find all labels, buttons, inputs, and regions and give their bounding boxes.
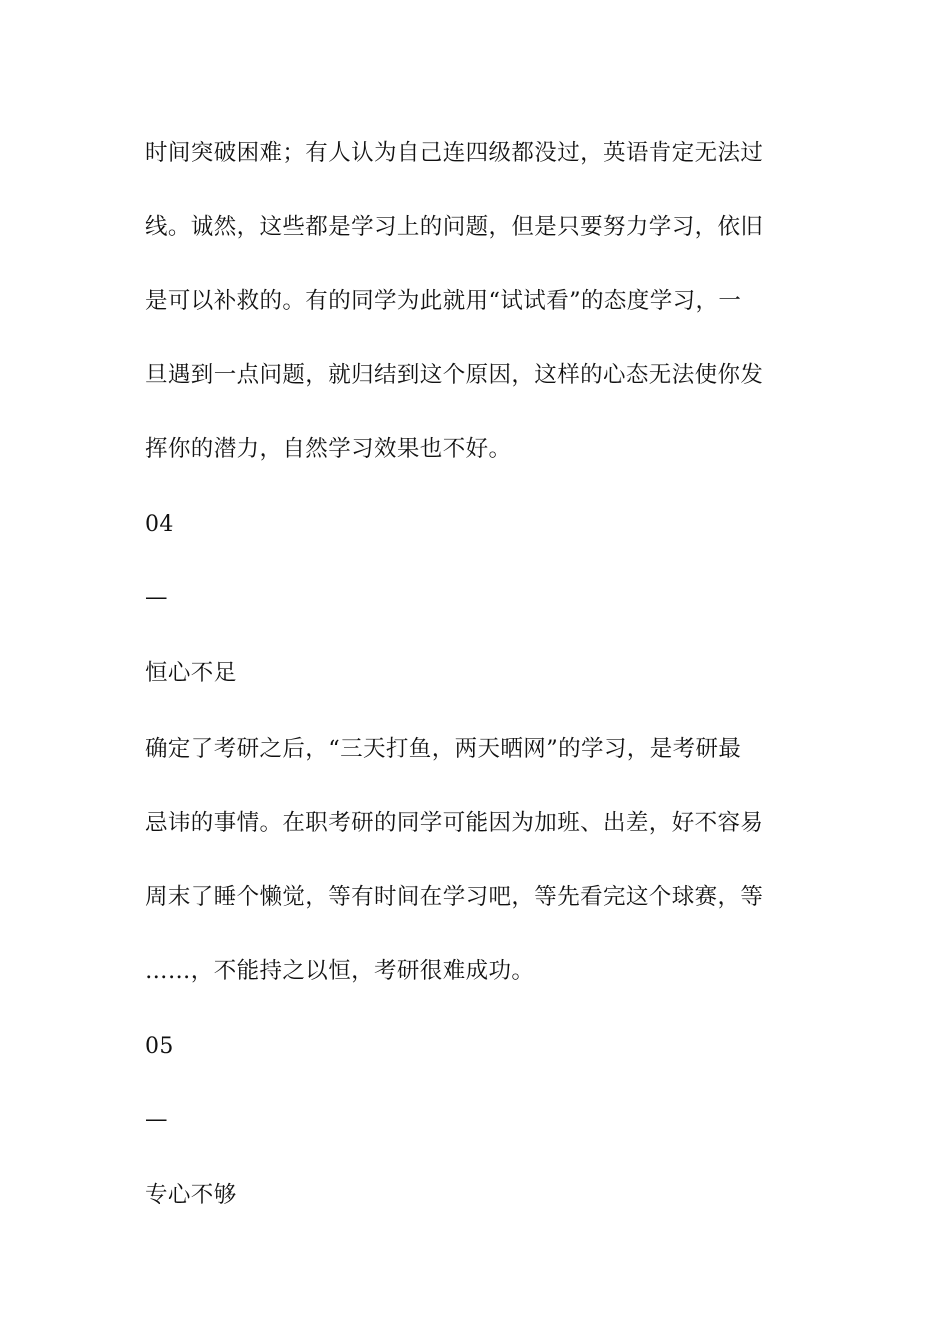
section-heading: 专心不够 [145,1182,237,1208]
paragraph-line: 周末了睡个懒觉，等有时间在学习吧，等先看完这个球赛，等 [145,884,764,910]
section-number: 05 [145,1034,174,1059]
paragraph-line: 挥你的潜力，自然学习效果也不好。 [145,436,512,462]
section-dash: — [145,1106,168,1132]
paragraph-line: 时间突破困难；有人认为自己连四级都没过，英语肯定无法过 [145,140,764,166]
paragraph-line: 忌讳的事情。在职考研的同学可能因为加班、出差，好不容易 [145,810,764,836]
paragraph-line: 确定了考研之后，“三天打鱼，两天晒网”的学习，是考研最 [145,736,742,762]
paragraph-line: 线。诚然，这些都是学习上的问题，但是只要努力学习，依旧 [145,214,764,240]
paragraph-line: 旦遇到一点问题，就归结到这个原因，这样的心态无法使你发 [145,362,764,388]
section-number: 04 [145,512,174,537]
section-dash: — [145,584,168,610]
section-heading: 恒心不足 [145,660,237,686]
paragraph-line: ……，不能持之以恒，考研很难成功。 [145,958,535,984]
paragraph-line: 是可以补救的。有的同学为此就用“试试看”的态度学习，一 [145,288,742,314]
